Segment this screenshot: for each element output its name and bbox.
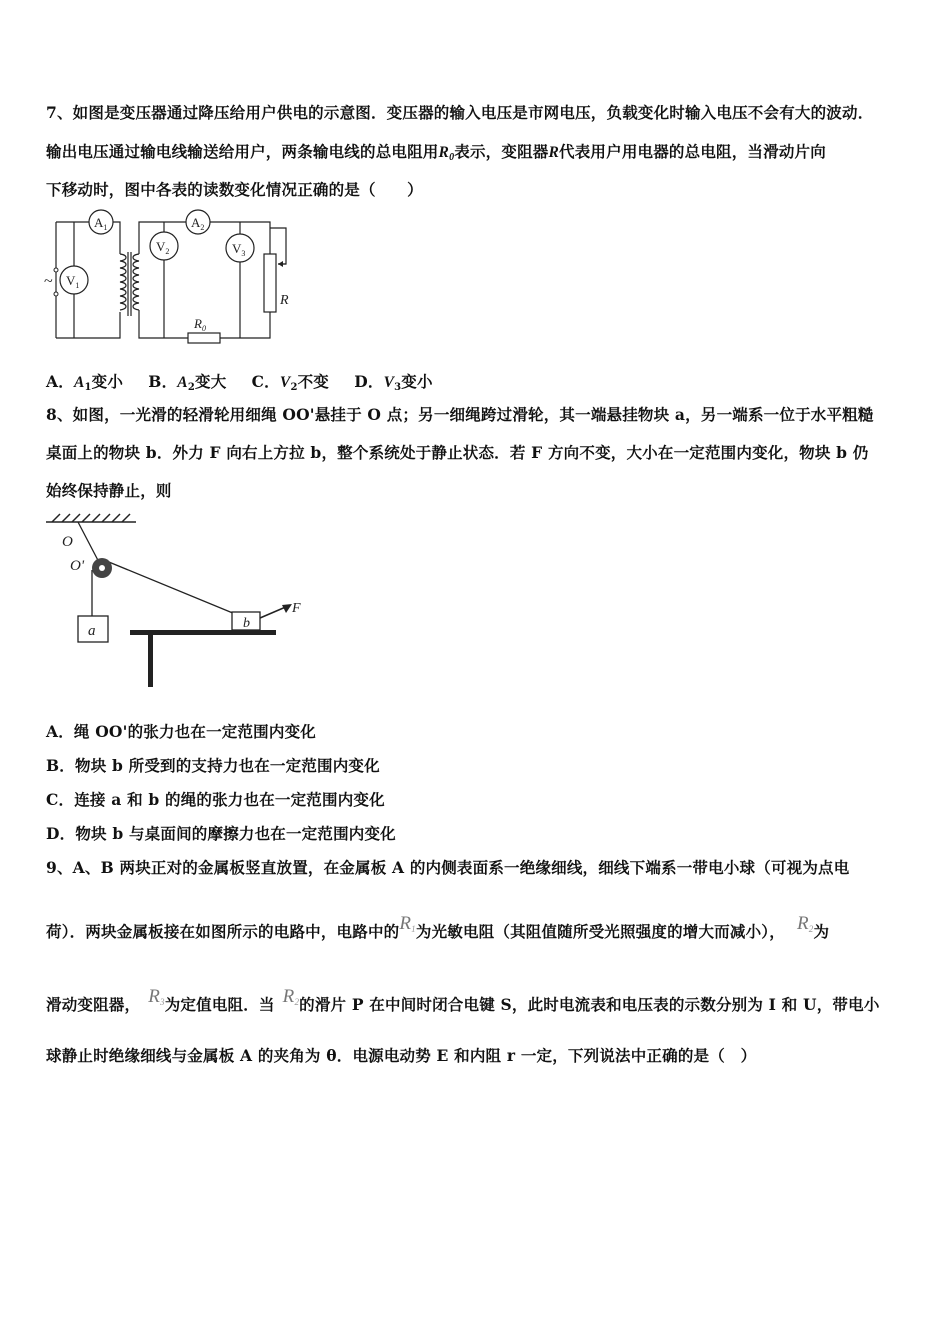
voltmeter-v3 — [226, 234, 254, 262]
svg-text:A1: $A_1$ — [94, 215, 108, 232]
label-o-prime: O' — [70, 558, 85, 574]
svg-text:V2: $V_2$ — [156, 239, 170, 256]
q9-line-3-part-c: 的滑片 P 在中间时闭合电键 S，此时电流表和电压表的示数分别为 I 和 U，带电小 — [299, 995, 880, 1014]
q7-option-b: B．$A_2$变大 — [148, 372, 227, 393]
pulley — [92, 558, 112, 578]
svg-text:V1: $V_1$ — [66, 273, 80, 290]
q7-option-a: A．$A_1$变小 — [46, 372, 124, 393]
q8-pulley-figure — [40, 512, 320, 692]
r1-symbol: $R_1$ — [399, 913, 416, 934]
q9-line-2 — [46, 913, 830, 943]
q8-option-a: A．绳 OO'的张力也在一定范围内变化 — [46, 722, 316, 741]
rheostat-r — [264, 254, 289, 312]
ammeter-a2 — [186, 210, 210, 234]
block-b — [232, 612, 260, 631]
q9-line-3-part-b: 为定值电阻．当 — [164, 995, 275, 1014]
q8-line-3: 始终保持静止，则 — [46, 481, 172, 500]
svg-text:R0: $R_0$ — [194, 316, 206, 333]
ceiling-hatch — [46, 514, 136, 522]
svg-text:V3: $V_3$ — [232, 241, 246, 258]
q7-line-3: 下移动时，图中各表的读数变化情况正确的是（ ） — [46, 180, 423, 199]
q8-option-b: B．物块 b 所受到的支持力也在一定范围内变化 — [46, 756, 380, 775]
q8-line-1: 8、如图，一光滑的轻滑轮用细绳 OO'悬挂于 O 点；另一细绳跨过滑轮，其一端悬挂物块 a，另一端系一位于水平粗糙 — [46, 405, 874, 424]
resistor-r0 — [188, 316, 220, 343]
q8-line-2: 桌面上的物块 b．外力 F 向右上方拉 b，整个系统处于静止状态．若 F 方向不变，大小在一定范围内变化，物块 b 仍 — [46, 443, 869, 462]
q9-line-4: 球静止时绝缘细线与金属板 A 的夹角为 θ．电源电动势 E 和内阻 r 一定，下列说法中正确的是（ ） — [46, 1046, 757, 1065]
q7-line-2 — [46, 140, 826, 163]
svg-text:R: R — [280, 293, 289, 308]
q7-line-2-part-c: 代表用户用电器的总电阻，当滑动片向 — [559, 142, 826, 161]
svg-text:a: a — [88, 623, 96, 639]
r0-symbol: $R_0$ — [438, 144, 455, 163]
q9-line-2-part-c: 为 — [813, 922, 830, 941]
q7-line-2-part-b: 表示，变阻器 — [454, 142, 549, 161]
voltmeter-v2 — [150, 232, 178, 260]
q7-option-c: C．$V_2$不变 — [251, 372, 330, 393]
r3-symbol: $R_3$ — [148, 986, 165, 1007]
svg-text:A2: $A_2$ — [191, 215, 205, 232]
voltmeter-v1 — [60, 266, 88, 294]
ac-source-icon: ~ — [44, 273, 53, 290]
ammeter-a1 — [89, 210, 113, 234]
q9-line-3 — [46, 986, 880, 1016]
q9-line-2-part-b: 为光敏电阻（其阻值随所受光照强度的增大而减小）， — [415, 922, 785, 941]
svg-text:F: F — [292, 601, 301, 616]
table — [130, 630, 276, 687]
svg-text:b: b — [243, 616, 250, 631]
q9-line-1: 9、A、B 两块正对的金属板竖直放置，在金属板 A 的内侧表面系一绝缘细线，细线下端系一带电小球（可视为点电 — [46, 858, 850, 877]
q7-line-2-part-a: 输出电压通过输电线输送给用户，两条输电线的总电阻用 — [46, 142, 439, 161]
q7-option-d: D．$V_3$变小 — [354, 372, 433, 393]
r2-symbol-2: $R_2$ — [282, 986, 300, 1007]
q8-option-d: D．物块 b 与桌面间的摩擦力也在一定范围内变化 — [46, 824, 396, 843]
label-o: O — [62, 534, 73, 550]
force-f-arrow-icon — [260, 601, 301, 618]
r-symbol: R — [548, 144, 560, 161]
q7-options — [46, 370, 433, 393]
q7-transformer-circuit-figure — [44, 208, 304, 348]
q9-line-2-part-a: 荷）．两块金属板接在如图所示的电路中，电路中的 — [46, 922, 400, 941]
q7-line-1: 7、如图是变压器通过降压给用户供电的示意图．变压器的输入电压是市网电压，负载变化时输入电压不会有大的波动． — [46, 103, 874, 122]
q8-option-c: C．连接 a 和 b 的绳的张力也在一定范围内变化 — [46, 790, 385, 809]
r2-symbol: $R_2$ — [796, 913, 814, 934]
block-a — [78, 616, 108, 642]
q9-line-3-part-a: 滑动变阻器， — [46, 995, 141, 1014]
